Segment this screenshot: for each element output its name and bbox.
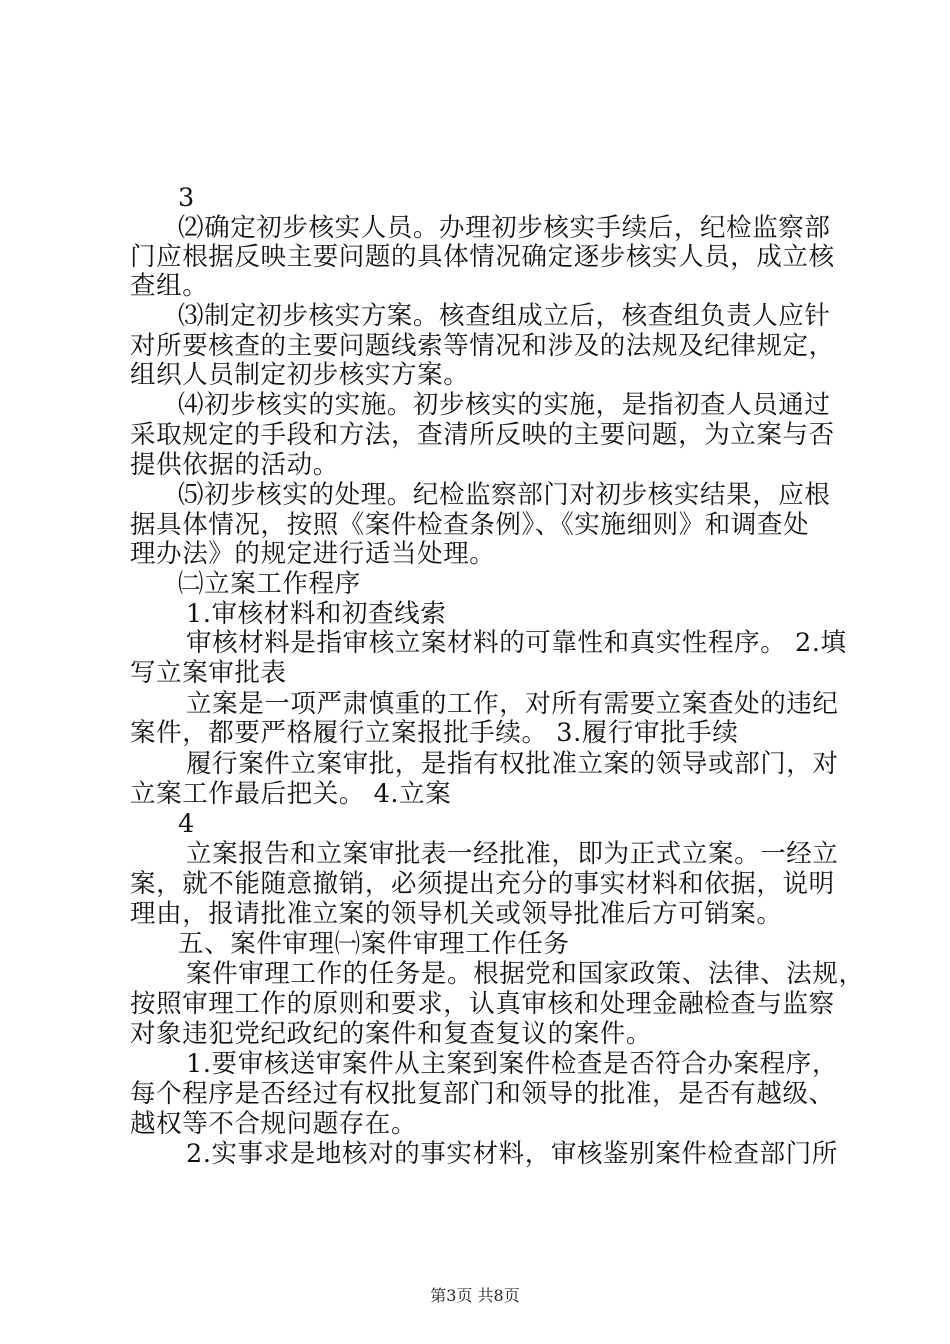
text-line: 查组。 bbox=[130, 271, 209, 301]
text-line: 门应根据反映主要问题的具体情况确定逐步核实人员，成立核 bbox=[130, 242, 835, 272]
text-line: 越权等不合规问题存在。 bbox=[130, 1109, 418, 1139]
text-line: 对象违犯党纪政纪的案件和复查复议的案件。 bbox=[130, 1019, 653, 1049]
text-line: 案，就不能随意撤销，必须提出充分的事实材料和依据，说明 bbox=[130, 869, 835, 899]
page-number-marker: 4 bbox=[178, 809, 195, 839]
text-line: 案件审理工作的任务是。根据党和国家政策、法律、法规， bbox=[186, 959, 865, 989]
text-line: 履行案件立案审批，是指有权批准立案的领导或部门，对 bbox=[186, 749, 839, 779]
text-line: 立案是一项严肃慎重的工作，对所有需要立案查处的违纪 bbox=[186, 689, 839, 719]
section-heading: 五、案件审理㈠案件审理工作任务 bbox=[178, 929, 570, 959]
text-line: 按照审理工作的原则和要求，认真审核和处理金融检查与监察 bbox=[130, 989, 835, 1019]
text-line: 1.要审核送审案件从主案到案件检查是否符合办案程序， bbox=[186, 1049, 838, 1079]
text-line: 据具体情况，按照《案件检查条例》、《实施细则》和调查处 bbox=[130, 510, 810, 540]
page-number-marker: 3 bbox=[178, 183, 195, 213]
text-line: 审核材料是指审核立案材料的可靠性和真实性程序。 2.填 bbox=[186, 628, 847, 658]
text-line: 写立案审批表 bbox=[130, 658, 287, 688]
text-line: 案件，都要严格履行立案报批手续。 3.履行审批手续 bbox=[130, 718, 739, 748]
text-line: ⑵确定初步核实人员。办理初步核实手续后，纪检监察部 bbox=[178, 213, 831, 243]
text-line: 理办法》的规定进行适当处理。 bbox=[130, 539, 496, 569]
text-line: ⑶制定初步核实方案。核查组成立后，核查组负责人应针 bbox=[178, 301, 831, 331]
text-line: 立案工作最后把关。 4.立案 bbox=[130, 779, 452, 809]
text-line: 理由，报请批准立案的领导机关或领导批准后方可销案。 bbox=[130, 899, 783, 929]
section-heading: ㈡立案工作程序 bbox=[178, 569, 361, 599]
page-footer: 第3页 共8页 bbox=[430, 1286, 520, 1305]
text-line: ⑷初步核实的实施。初步核实的实施，是指初查人员通过 bbox=[178, 390, 831, 420]
text-line: 2.实事求是地核对的事实材料，审核鉴别案件检查部门所 bbox=[186, 1139, 838, 1169]
text-line: 立案报告和立案审批表一经批准，即为正式立案。一经立 bbox=[186, 839, 839, 869]
text-line: 组织人员制定初步核实方案。 bbox=[130, 360, 470, 390]
text-line: 提供依据的活动。 bbox=[130, 450, 339, 480]
text-line: ⑸初步核实的处理。纪检监察部门对初步核实结果，应根 bbox=[178, 480, 831, 510]
text-line: 对所要核查的主要问题线索等情况和涉及的法规及纪律规定， bbox=[130, 331, 835, 361]
subsection-heading: 1.审核材料和初查线索 bbox=[186, 599, 447, 629]
text-line: 采取规定的手段和方法，查清所反映的主要问题，为立案与否 bbox=[130, 420, 835, 450]
text-line: 每个程序是否经过有权批复部门和领导的批准，是否有越级、 bbox=[130, 1079, 835, 1109]
